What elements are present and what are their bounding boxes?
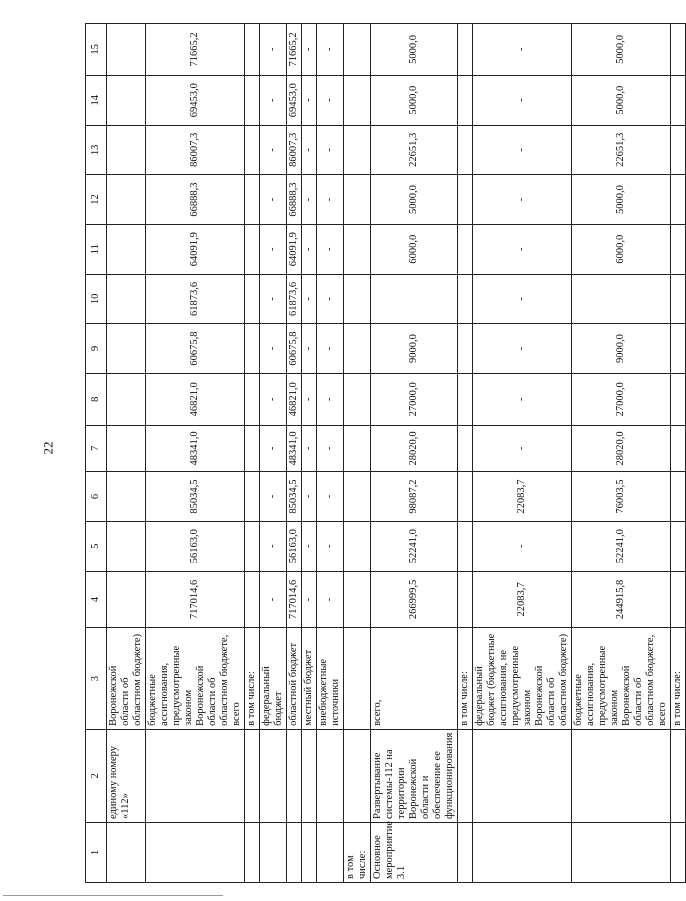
cell-value: - — [302, 373, 317, 425]
cell-value — [245, 571, 260, 628]
cell-col2 — [260, 729, 287, 822]
column-header-2: 2 — [86, 729, 107, 822]
cell-value: 85034,5 — [287, 472, 302, 522]
cell-value: 717014,6 — [146, 571, 245, 628]
cell-value — [458, 373, 473, 425]
cell-col2 — [344, 729, 371, 822]
cell-value: 52241,0 — [572, 521, 671, 571]
cell-value: - — [317, 571, 344, 628]
cell-value — [371, 274, 458, 324]
cell-value: 61873,6 — [146, 274, 245, 324]
table-row — [572, 24, 671, 883]
cell-value: 266999,5 — [371, 571, 458, 628]
cell-col1 — [572, 822, 671, 882]
cell-value: - — [302, 521, 317, 571]
cell-value: - — [302, 75, 317, 125]
cell-value: - — [317, 472, 344, 522]
cell-col1 — [671, 822, 686, 882]
cell-value: - — [473, 224, 572, 274]
column-header-3: 3 — [86, 628, 107, 729]
cell-value — [344, 125, 371, 175]
cell-value — [572, 274, 671, 324]
cell-value: - — [317, 274, 344, 324]
cell-col3: бюджетные ассигнования, предусмотренные законом Воронежской области об областном бюджете, всего — [572, 628, 671, 729]
cell-value: - — [317, 224, 344, 274]
cell-value: 56163,0 — [146, 521, 245, 571]
column-header-12: 12 — [86, 175, 107, 225]
cell-value: - — [317, 521, 344, 571]
cell-value — [344, 24, 371, 76]
cell-col2: единому номеру «112» — [107, 729, 146, 822]
cell-value — [671, 75, 686, 125]
cell-value: - — [473, 373, 572, 425]
cell-value: 64091,9 — [287, 224, 302, 274]
cell-col1: Основное мероприятие 3.1 — [371, 822, 458, 882]
cell-value: - — [473, 324, 572, 374]
cell-value — [107, 24, 146, 76]
cell-value: - — [260, 373, 287, 425]
cell-col3: федеральный бюджет (бюджетные ассигнования, не предусмотренные законом Воронежской области об областном бюджете) — [473, 628, 572, 729]
cell-value — [458, 472, 473, 522]
cell-value — [245, 24, 260, 76]
cell-value — [344, 425, 371, 472]
cell-value — [245, 373, 260, 425]
cell-value: 46821,0 — [146, 373, 245, 425]
cell-value — [245, 425, 260, 472]
cell-value: 5000,0 — [572, 175, 671, 225]
footer-rule — [3, 895, 223, 896]
cell-value: 5000,0 — [572, 24, 671, 76]
cell-value — [107, 75, 146, 125]
table-row — [317, 24, 344, 883]
cell-value: 27000,0 — [371, 373, 458, 425]
cell-value — [344, 521, 371, 571]
cell-value: 85034,5 — [146, 472, 245, 522]
column-header-13: 13 — [86, 125, 107, 175]
cell-value — [245, 521, 260, 571]
table-row — [671, 24, 686, 883]
cell-value: 60675,8 — [146, 324, 245, 374]
cell-col1 — [302, 822, 317, 882]
cell-value — [671, 324, 686, 374]
cell-value — [458, 224, 473, 274]
cell-col1: в том числе: — [344, 822, 371, 882]
column-header-5: 5 — [86, 521, 107, 571]
cell-value: 71665,2 — [287, 24, 302, 76]
cell-value: 9000,0 — [371, 324, 458, 374]
cell-value — [245, 125, 260, 175]
cell-value: - — [302, 24, 317, 76]
cell-col2 — [317, 729, 344, 822]
column-header-6: 6 — [86, 472, 107, 522]
cell-col3: в том числе: — [671, 628, 686, 729]
table-row — [287, 24, 302, 883]
cell-value — [344, 472, 371, 522]
header-row — [86, 24, 107, 883]
cell-value — [671, 125, 686, 175]
cell-col3: бюджетные ассигнования, предусмотренные законом Воронежской области об областном бюджете, всего — [146, 628, 245, 729]
table-row — [371, 24, 458, 883]
column-header-7: 7 — [86, 425, 107, 472]
cell-col1 — [458, 822, 473, 882]
cell-value: 27000,0 — [572, 373, 671, 425]
cell-value — [671, 224, 686, 274]
cell-value — [245, 274, 260, 324]
cell-value: 48341,0 — [287, 425, 302, 472]
cell-value: 22651,3 — [371, 125, 458, 175]
budget-table — [85, 23, 686, 883]
cell-value: 6000,0 — [572, 224, 671, 274]
cell-value: - — [473, 125, 572, 175]
cell-value: 60675,8 — [287, 324, 302, 374]
cell-value: 66888,3 — [287, 175, 302, 225]
cell-value: - — [317, 75, 344, 125]
cell-value: 244915,8 — [572, 571, 671, 628]
cell-value — [107, 373, 146, 425]
table-row — [458, 24, 473, 883]
cell-value: - — [317, 24, 344, 76]
cell-value — [458, 125, 473, 175]
cell-value: - — [473, 425, 572, 472]
cell-col3: внебюджетные источники — [317, 628, 344, 729]
cell-value: 22651,3 — [572, 125, 671, 175]
cell-value: - — [260, 324, 287, 374]
cell-value — [107, 425, 146, 472]
cell-value: 86007,3 — [146, 125, 245, 175]
cell-value — [671, 571, 686, 628]
cell-value: - — [317, 324, 344, 374]
cell-value: - — [302, 324, 317, 374]
table-row — [344, 24, 371, 883]
cell-value: 69453,0 — [146, 75, 245, 125]
cell-col1 — [146, 822, 245, 882]
cell-col2 — [473, 729, 572, 822]
cell-value: 69453,0 — [287, 75, 302, 125]
column-header-15: 15 — [86, 24, 107, 76]
cell-value: - — [317, 175, 344, 225]
cell-value: - — [260, 425, 287, 472]
cell-col3: областной бюджет — [287, 628, 302, 729]
cell-value: 5000,0 — [371, 24, 458, 76]
cell-value — [458, 274, 473, 324]
cell-col3: в том числе: — [245, 628, 260, 729]
cell-value: 66888,3 — [146, 175, 245, 225]
table-row — [107, 24, 146, 883]
cell-value — [671, 425, 686, 472]
cell-value: - — [302, 571, 317, 628]
cell-value: 6000,0 — [371, 224, 458, 274]
column-header-10: 10 — [86, 274, 107, 324]
column-header-14: 14 — [86, 75, 107, 125]
cell-col2 — [287, 729, 302, 822]
cell-value — [107, 472, 146, 522]
cell-value: 22083,7 — [473, 571, 572, 628]
table-row — [245, 24, 260, 883]
cell-col2 — [245, 729, 260, 822]
cell-value — [458, 175, 473, 225]
cell-value — [245, 75, 260, 125]
cell-value: 46821,0 — [287, 373, 302, 425]
cell-value: - — [473, 75, 572, 125]
cell-value — [458, 571, 473, 628]
cell-value: 71665,2 — [146, 24, 245, 76]
cell-value: - — [260, 175, 287, 225]
cell-col2 — [671, 729, 686, 822]
cell-value: 9000,0 — [572, 324, 671, 374]
cell-value — [671, 472, 686, 522]
cell-col2 — [302, 729, 317, 822]
cell-value — [458, 324, 473, 374]
table-body — [107, 24, 686, 883]
cell-value: 52241,0 — [371, 521, 458, 571]
cell-col3: местный бюджет — [302, 628, 317, 729]
cell-value: - — [302, 274, 317, 324]
cell-value — [458, 425, 473, 472]
cell-value — [671, 521, 686, 571]
column-header-11: 11 — [86, 224, 107, 274]
column-header-9: 9 — [86, 324, 107, 374]
column-header-8: 8 — [86, 373, 107, 425]
cell-value: - — [260, 24, 287, 76]
cell-col3: всего, — [371, 628, 458, 729]
cell-value: 98087,2 — [371, 472, 458, 522]
cell-col3 — [344, 628, 371, 729]
cell-value: 5000,0 — [371, 175, 458, 225]
cell-value: 86007,3 — [287, 125, 302, 175]
cell-col1 — [245, 822, 260, 882]
cell-value: - — [302, 472, 317, 522]
cell-col2 — [146, 729, 245, 822]
cell-value: - — [260, 125, 287, 175]
cell-col1 — [473, 822, 572, 882]
cell-value — [344, 571, 371, 628]
cell-value — [458, 521, 473, 571]
cell-value — [344, 324, 371, 374]
cell-value: - — [317, 425, 344, 472]
cell-col1 — [317, 822, 344, 882]
cell-value: 61873,6 — [287, 274, 302, 324]
cell-value — [245, 324, 260, 374]
cell-value — [107, 175, 146, 225]
cell-value: - — [473, 24, 572, 76]
cell-value: - — [260, 472, 287, 522]
cell-value — [107, 224, 146, 274]
cell-value: 56163,0 — [287, 521, 302, 571]
cell-value — [107, 274, 146, 324]
cell-value: 76003,5 — [572, 472, 671, 522]
cell-value — [458, 24, 473, 76]
cell-col1 — [287, 822, 302, 882]
cell-value — [671, 24, 686, 76]
cell-value — [671, 274, 686, 324]
cell-value — [107, 521, 146, 571]
cell-value: - — [302, 425, 317, 472]
cell-value — [344, 274, 371, 324]
cell-col2 — [572, 729, 671, 822]
cell-value — [107, 571, 146, 628]
cell-value — [245, 224, 260, 274]
cell-value — [107, 125, 146, 175]
cell-value — [344, 373, 371, 425]
cell-value: 5000,0 — [572, 75, 671, 125]
table-row — [302, 24, 317, 883]
cell-value — [671, 373, 686, 425]
table-row — [260, 24, 287, 883]
cell-value — [344, 75, 371, 125]
cell-value — [107, 324, 146, 374]
page-number: 22 — [40, 441, 56, 455]
cell-value — [245, 472, 260, 522]
cell-value: - — [302, 175, 317, 225]
cell-col3: Воронежской области об областном бюджете) — [107, 628, 146, 729]
cell-value: 717014,6 — [287, 571, 302, 628]
cell-value: - — [260, 521, 287, 571]
cell-value: - — [473, 274, 572, 324]
cell-col3: в том числе: — [458, 628, 473, 729]
cell-value: 5000,0 — [371, 75, 458, 125]
cell-value — [458, 75, 473, 125]
cell-value: 64091,9 — [146, 224, 245, 274]
rotated-page — [85, 23, 683, 883]
cell-value: - — [473, 521, 572, 571]
table-row — [473, 24, 572, 883]
cell-col1 — [107, 822, 146, 882]
cell-col3: федеральный бюджет — [260, 628, 287, 729]
cell-value: - — [302, 125, 317, 175]
table-row — [146, 24, 245, 883]
column-header-4: 4 — [86, 571, 107, 628]
cell-value: - — [260, 571, 287, 628]
cell-value — [344, 224, 371, 274]
cell-value: - — [317, 373, 344, 425]
column-header-1: 1 — [86, 822, 107, 882]
cell-value: - — [260, 75, 287, 125]
cell-value: 48341,0 — [146, 425, 245, 472]
cell-value: - — [302, 224, 317, 274]
cell-value — [245, 175, 260, 225]
cell-value: - — [260, 274, 287, 324]
cell-col1 — [260, 822, 287, 882]
cell-value: - — [473, 175, 572, 225]
cell-value: - — [260, 224, 287, 274]
cell-col2 — [458, 729, 473, 822]
cell-value: - — [317, 125, 344, 175]
cell-value: 28020,0 — [572, 425, 671, 472]
cell-col2: Развертывание системы-112 на территории Воронежской области и обеспечение ее функционирования — [371, 729, 458, 822]
cell-value — [671, 175, 686, 225]
cell-value: 28020,0 — [371, 425, 458, 472]
cell-value: 22083,7 — [473, 472, 572, 522]
cell-value — [344, 175, 371, 225]
